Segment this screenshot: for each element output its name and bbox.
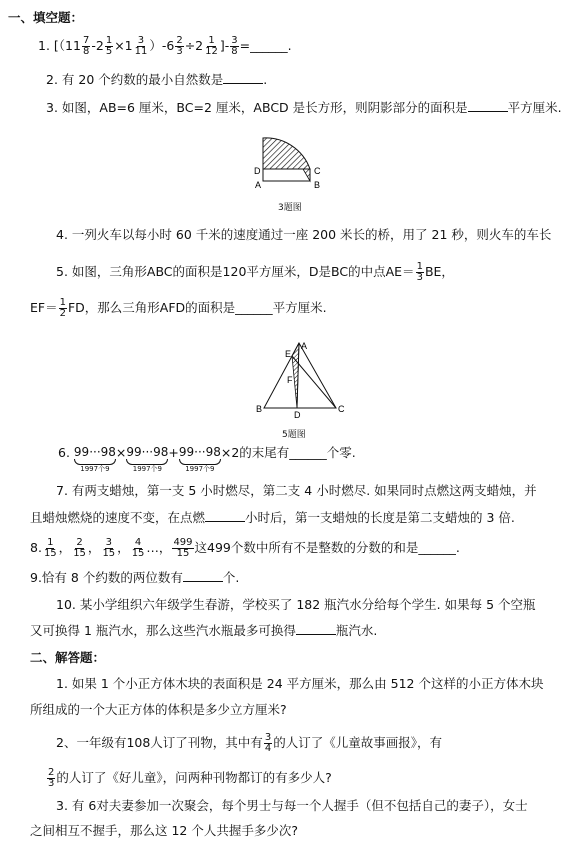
label-f: F (287, 375, 293, 385)
answer-blank[interactable] (205, 510, 245, 522)
question-7-line-2: 且蜡烛燃烧的速度不变，在点燃 小时后，第一支蜡烛的长度是第二支蜡烛的 3 倍. (30, 510, 515, 525)
label-b: B (256, 404, 263, 414)
question-3: 3. 如图，AB=6 厘米，BC=2 厘米，ABCD 是长方形，则阴影部分的面积是 平方厘米. (46, 100, 562, 115)
question-1: 1. [（11 $\frac{7}{8}$ -2 $\frac{1}{5}$ ×1 $\frac{3}{11}$ ）-6 $\frac{2}{3}$ ÷2 $\frac{1}{12}$ ]- $\frac{3}{8}$ =______. (38, 35, 292, 57)
q1-number: 1. (38, 38, 50, 53)
question-7: 7. 有两支蜡烛，第一支 5 小时燃尽，第二支 4 小时燃尽. 如果同时点燃这两支蜡烛，并 (56, 483, 537, 498)
question-10-line-2: 又可换得 1 瓶汽水，那么这些汽水瓶最多可换得 瓶汽水. (30, 623, 378, 638)
figure-5-caption: 5题图 (282, 430, 306, 440)
answer-blank[interactable] (296, 623, 336, 635)
question-8: 8. $\frac{1}{15}$ ， $\frac{2}{15}$ ， $\frac{3}{15}$ ， $\frac{4}{15}$ …， $\frac{499}{15}$ 这499个数中所有不是整数的分数的和是______. (30, 537, 460, 559)
label-a: A (255, 180, 262, 190)
question-2: 2. 有 20 个约数的最小自然数是 . (46, 72, 268, 87)
question-6: 6. 99···98 1997个9 × 99···98 1997个9 + 99···98 1997个9 ×2的末尾有______个零. (58, 445, 356, 473)
answer-blank[interactable] (183, 570, 223, 582)
label-b: B (314, 180, 321, 190)
question-9: 9.恰有 8 个约数的两位数有 个. (30, 570, 240, 585)
figure-3-caption: 3题图 (278, 203, 302, 213)
label-d: D (294, 410, 301, 420)
answer-blank[interactable] (223, 72, 263, 84)
question-5: 5. 如图，三角形ABC的面积是120平方厘米，D是BC的中点AE＝ $\frac{1}{3}$ BE， (56, 261, 454, 283)
section-title-solve: 二、解答题： (30, 650, 106, 665)
label-a: A (301, 341, 308, 351)
label-e: E (285, 349, 292, 359)
problem-3-line-2: 之间相互不握手，那么这 12 个人共握手多少次? (30, 823, 298, 838)
figure-3-diagram (248, 128, 328, 208)
problem-3: 3. 有 6对夫妻参加一次聚会，每个男士与每一个人握手（但不包括自己的妻子），女士 (56, 798, 528, 813)
problem-2: 2、一年级有108人订了刊物，其中有 $\frac{3}{4}$ 的人订了《儿童故事画报》，有 (56, 732, 442, 754)
problem-2-line-2: $\frac{2}{3}$ 的人订了《好儿童》，问两种刊物都订的有多少人? (48, 767, 332, 789)
problem-1: 1. 如果 1 个小正方体木块的表面积是 24 平方厘米，那么由 512 个这样的小正方体木块 (56, 676, 544, 691)
question-5-line-2: EF＝ $\frac{1}{2}$ FD，那么三角形AFD的面积是______平方厘米. (30, 297, 327, 319)
question-4: 4. 一列火车以每小时 60 千米的速度通过一座 200 米长的桥，用了 21 秒，则火车的车长 (56, 227, 552, 242)
figure-5-diagram (252, 340, 348, 420)
section-title-fill: 一、填空题： (8, 10, 84, 25)
label-c: C (338, 404, 345, 414)
question-10: 10. 某小学组织六年级学生春游，学校买了 182 瓶汽水分给每个学生. 如果每 5 个空瓶 (56, 597, 536, 612)
label-c: C (314, 166, 321, 176)
answer-blank[interactable] (468, 100, 508, 112)
label-d: D (254, 166, 261, 176)
problem-1-line-2: 所组成的一个大正方体的体积是多少立方厘米? (30, 702, 287, 717)
